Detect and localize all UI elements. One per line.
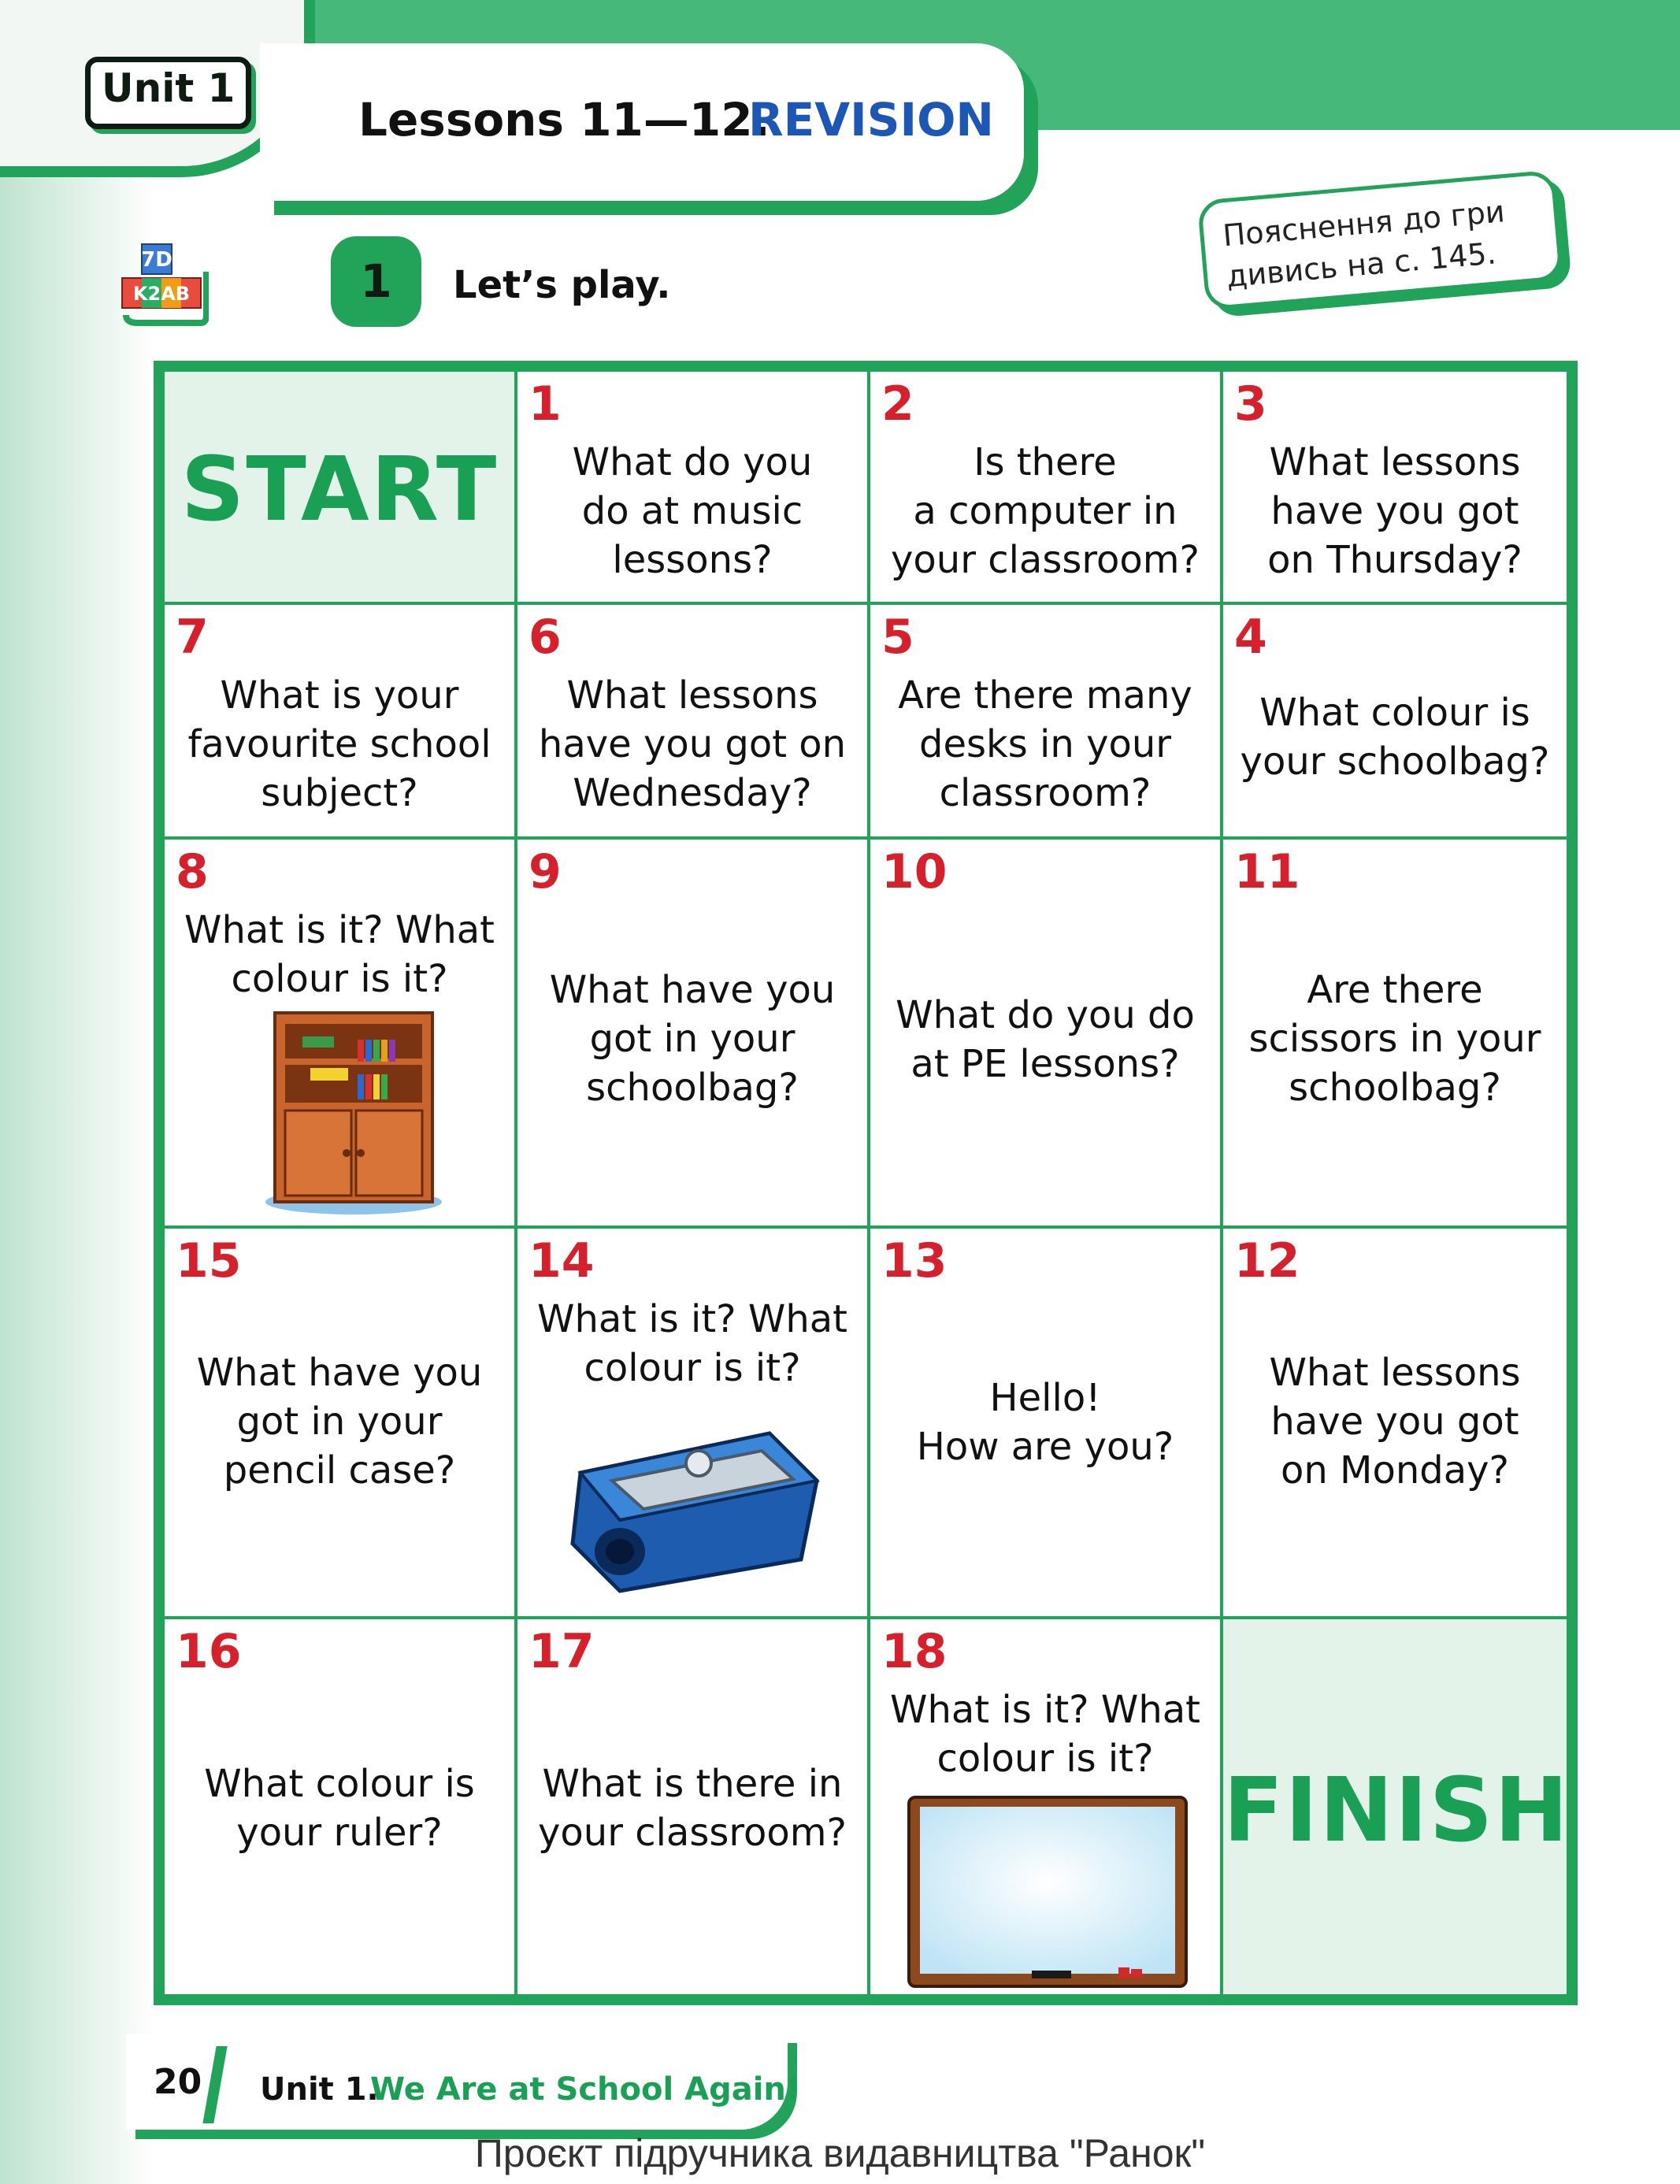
start-label: START bbox=[180, 439, 499, 541]
unit-label: Unit 1 bbox=[85, 57, 251, 129]
cell-question bbox=[172, 671, 506, 818]
cell-question bbox=[525, 438, 859, 584]
question-line: got in your bbox=[236, 1400, 443, 1444]
exercise-instruction: Let’s play. bbox=[453, 263, 671, 307]
question-line: your classroom? bbox=[538, 1811, 847, 1855]
question-line: have you got on bbox=[538, 722, 847, 766]
cell-number: 3 bbox=[1234, 376, 1267, 432]
cell-number: 14 bbox=[528, 1233, 595, 1289]
finish-label: FINISH bbox=[1223, 1759, 1570, 1862]
board-cell-9[interactable] bbox=[514, 836, 870, 1229]
bookcase-picture bbox=[255, 1005, 444, 1218]
board-cell-17[interactable] bbox=[514, 1616, 870, 1997]
footer-unit-title: We Are at School Again! bbox=[370, 2071, 801, 2108]
question-line: colour is it? bbox=[584, 1346, 801, 1390]
block-label-top: 7D bbox=[141, 248, 172, 272]
board-cell-12[interactable] bbox=[1220, 1225, 1570, 1619]
question-line: colour is it? bbox=[231, 957, 448, 1001]
cell-question bbox=[172, 906, 506, 1003]
cell-finish[interactable] bbox=[1220, 1616, 1570, 1997]
question-line: What have you bbox=[196, 1351, 483, 1395]
cell-question bbox=[525, 966, 859, 1112]
publisher-note: Проєкт підручника видавництва "Ранок" bbox=[474, 2131, 1206, 2175]
cell-question bbox=[1231, 688, 1559, 786]
question-line: lessons? bbox=[612, 538, 773, 582]
question-line: scissors in your bbox=[1248, 1017, 1541, 1061]
cell-number: 15 bbox=[176, 1233, 242, 1289]
cell-number: 8 bbox=[176, 844, 209, 899]
cell-question bbox=[1231, 1348, 1559, 1495]
question-line: subject? bbox=[261, 771, 418, 815]
cell-number: 11 bbox=[1234, 844, 1300, 899]
cell-number: 9 bbox=[528, 844, 562, 899]
question-line: What is it? What bbox=[184, 908, 495, 952]
lesson-subtitle: REVISION bbox=[748, 93, 994, 146]
board-cell-16[interactable] bbox=[161, 1616, 517, 1997]
cell-number: 6 bbox=[528, 610, 562, 665]
block-label-bottom: K2AB bbox=[132, 283, 191, 305]
cell-question bbox=[525, 1759, 859, 1857]
question-line: on Thursday? bbox=[1267, 538, 1522, 582]
question-line: your schoolbag? bbox=[1240, 740, 1550, 784]
cell-number: 13 bbox=[881, 1233, 948, 1289]
cell-number: 2 bbox=[881, 376, 914, 432]
question-line: favourite school bbox=[187, 722, 491, 766]
cell-question bbox=[878, 1374, 1212, 1471]
cell-question bbox=[878, 671, 1212, 818]
game-note-line2: дивись на с. 145. bbox=[1225, 235, 1498, 295]
question-line: What do you do bbox=[896, 993, 1195, 1037]
board-cell-2[interactable] bbox=[867, 369, 1223, 605]
board-cell-6[interactable] bbox=[514, 602, 870, 840]
cell-question bbox=[878, 991, 1212, 1088]
game-board bbox=[154, 361, 1578, 2005]
cell-number: 7 bbox=[176, 610, 209, 665]
question-line: pencil case? bbox=[223, 1448, 456, 1492]
lesson-title: Lessons 11—12. bbox=[358, 93, 770, 146]
board-cell-14[interactable] bbox=[514, 1225, 870, 1619]
board-cell-3[interactable] bbox=[1220, 369, 1570, 605]
cell-question bbox=[172, 1759, 506, 1857]
cell-question bbox=[1231, 438, 1559, 584]
question-line: at PE lessons? bbox=[910, 1042, 1180, 1086]
cell-number: 18 bbox=[881, 1624, 948, 1679]
board-cell-13[interactable] bbox=[867, 1225, 1223, 1619]
cell-number: 5 bbox=[881, 610, 914, 665]
question-line: Wednesday? bbox=[573, 771, 812, 815]
question-line: Is there bbox=[974, 440, 1117, 484]
question-line: colour is it? bbox=[936, 1737, 1154, 1781]
cell-number: 17 bbox=[528, 1624, 595, 1679]
question-line: What do you bbox=[572, 440, 813, 484]
cell-question bbox=[878, 1685, 1212, 1783]
question-line: What colour is bbox=[204, 1762, 475, 1806]
footer-unit: Unit 1. bbox=[260, 2071, 379, 2108]
question-line: your ruler? bbox=[236, 1811, 443, 1855]
board-cell-8[interactable] bbox=[161, 836, 517, 1229]
question-line: your classroom? bbox=[891, 538, 1200, 582]
whiteboard-picture bbox=[906, 1794, 1189, 1991]
question-line: What is your bbox=[220, 673, 459, 717]
game-note-line1: Пояснення до гри bbox=[1221, 194, 1507, 254]
board-cell-7[interactable] bbox=[161, 602, 517, 840]
cell-number: 4 bbox=[1234, 610, 1267, 665]
question-line: a computer in bbox=[913, 489, 1177, 533]
question-line: What is it? What bbox=[537, 1297, 847, 1341]
question-line: schoolbag? bbox=[586, 1066, 799, 1110]
question-line: How are you? bbox=[916, 1425, 1174, 1469]
cell-number: 12 bbox=[1234, 1233, 1300, 1289]
question-line: classroom? bbox=[939, 771, 1152, 815]
question-line: got in your bbox=[589, 1017, 795, 1061]
board-cell-4[interactable] bbox=[1220, 602, 1570, 840]
question-line: What lessons bbox=[566, 673, 818, 717]
cell-question bbox=[1231, 966, 1559, 1112]
question-line: What lessons bbox=[1269, 440, 1521, 484]
question-line: Are there many bbox=[898, 673, 1192, 717]
question-line: What is there in bbox=[542, 1762, 843, 1806]
question-line: schoolbag? bbox=[1289, 1066, 1501, 1110]
question-line: have you got bbox=[1270, 1400, 1519, 1444]
page-number: 20 bbox=[154, 2062, 202, 2102]
cell-question bbox=[525, 671, 859, 818]
question-line: desks in your bbox=[918, 722, 1171, 766]
question-line: do at music bbox=[581, 489, 803, 533]
cell-start[interactable] bbox=[161, 369, 517, 605]
board-cell-1[interactable] bbox=[514, 369, 870, 605]
cell-number: 16 bbox=[176, 1624, 242, 1679]
page-margin-strip bbox=[0, 0, 158, 2184]
sharpener-picture bbox=[565, 1402, 825, 1599]
question-line: on Monday? bbox=[1280, 1448, 1509, 1492]
question-line: Are there bbox=[1307, 968, 1483, 1012]
cell-question bbox=[172, 1348, 506, 1495]
board-cell-5[interactable] bbox=[867, 602, 1223, 840]
board-cell-10[interactable] bbox=[867, 836, 1223, 1229]
question-line: What colour is bbox=[1259, 691, 1530, 735]
question-line: Hello! bbox=[989, 1376, 1101, 1420]
question-line: What is it? What bbox=[890, 1688, 1200, 1732]
cell-question bbox=[525, 1295, 859, 1392]
letter-blocks-icon bbox=[118, 240, 209, 327]
exercise-number: 1 bbox=[331, 236, 421, 327]
board-cell-18[interactable] bbox=[867, 1616, 1223, 1997]
question-line: What have you bbox=[549, 968, 836, 1012]
cell-question bbox=[878, 438, 1212, 584]
game-note bbox=[1197, 169, 1563, 310]
board-cell-11[interactable] bbox=[1220, 836, 1570, 1229]
question-line: have you got bbox=[1270, 489, 1519, 533]
board-cell-15[interactable] bbox=[161, 1225, 517, 1619]
question-line: What lessons bbox=[1269, 1351, 1521, 1395]
cell-number: 1 bbox=[528, 376, 562, 432]
cell-number: 10 bbox=[881, 844, 948, 899]
